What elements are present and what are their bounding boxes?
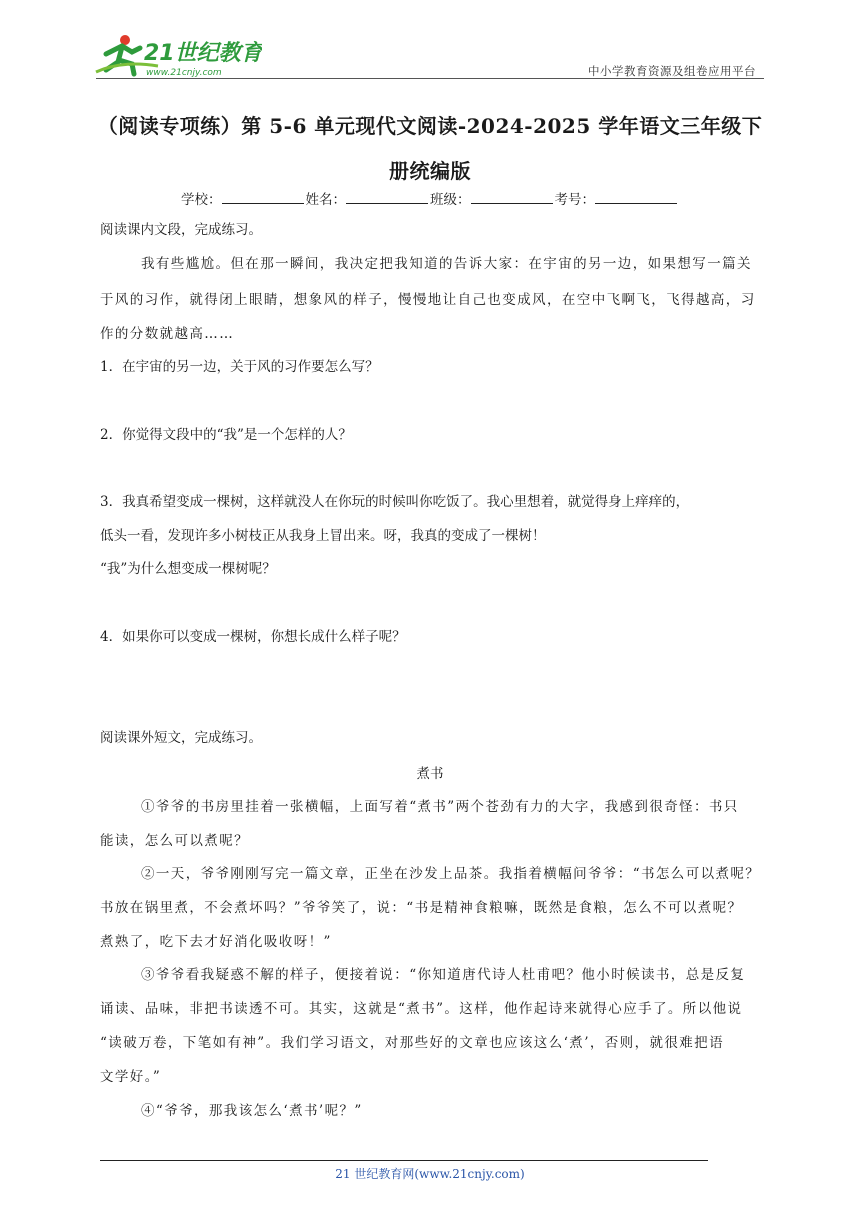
- logo-text: 21世纪教育: [144, 41, 262, 66]
- story-paragraph-line: “读破万卷，下笔如有神”。我们学习语文，对那些好的文章也应该这么‘煮’，否则，就很难把语: [100, 1035, 724, 1051]
- story-paragraph-line: ②一天，爷爷刚刚写完一篇文章，正坐在沙发上品茶。我指着横幅问爷爷：“书怎么可以煮呢？: [141, 866, 761, 882]
- student-info-row: [0, 188, 860, 208]
- story-paragraph-line: ④“爷爷，那我该怎么‘煮书’呢？”: [141, 1103, 363, 1119]
- question-3-passage-line: 低头一看，发现许多小树枝正从我身上冒出来。呀，我真的变成了一棵树！: [100, 528, 546, 544]
- story-paragraph-line: 诵读、品味，非把书读透不可。其实，这就是“煮书”。这样，他作起诗来就得心应手了。所以他说: [100, 1001, 743, 1017]
- header-divider: [96, 78, 764, 79]
- name-label: 姓名：: [305, 192, 346, 208]
- title-line-1: （阅读专项练）第 5-6 单元现代文阅读-2024-2025 学年语文三年级下: [97, 114, 763, 138]
- question-3-passage-line: 3．我真希望变成一棵树，这样就没人在你玩的时候叫你吃饭了。我心里想着，就觉得身上痒痒的，: [100, 494, 690, 510]
- passage-line: 我有些尴尬。但在那一瞬间，我决定把我知道的告诉大家：在宇宙的另一边，如果想写一篇关: [141, 256, 752, 272]
- story-paragraph-line: ①爷爷的书房里挂着一张横幅，上面写着“煮书”两个苍劲有力的大字，我感到很奇怪：书只: [141, 799, 739, 815]
- story-paragraph-line: 能读，怎么可以煮呢？: [100, 833, 249, 849]
- question-2: 2．你觉得文段中的“我”是一个怎样的人？: [100, 427, 352, 443]
- platform-name: 中小学教育资源及组卷应用平台: [588, 64, 756, 78]
- passage-line: 作的分数就越高……: [100, 326, 235, 342]
- story-paragraph-line: ③爷爷看我疑惑不解的样子，便接着说：“你知道唐代诗人杜甫吧？他小时候读书，总是反复: [141, 967, 746, 983]
- name-blank[interactable]: [346, 190, 428, 204]
- passage-line: 于风的习作，就得闭上眼睛，想象风的样子，慢慢地让自己也变成风，在空中飞啊飞，飞得越高，习: [100, 292, 756, 308]
- title-line-2: 册统编版: [389, 159, 471, 183]
- class-blank[interactable]: [471, 190, 553, 204]
- runner-logo-icon: [92, 30, 262, 80]
- class-label: 班级：: [430, 192, 471, 208]
- site-logo: [92, 30, 262, 80]
- story-paragraph-line: 煮熟了，吃下去才好消化吸收呀！”: [100, 934, 332, 950]
- exam-no-blank[interactable]: [595, 190, 677, 204]
- story-title: 煮书: [416, 766, 444, 782]
- school-label: 学校：: [181, 192, 222, 208]
- school-blank[interactable]: [222, 190, 304, 204]
- logo-url: www.21cnjy.com: [146, 68, 222, 78]
- footer-link[interactable]: 21 世纪教育网(www.21cnjy.com): [335, 1167, 525, 1181]
- question-3: “我”为什么想变成一棵树呢？: [100, 561, 276, 577]
- story-paragraph-line: 书放在锅里煮，不会煮坏吗？”爷爷笑了，说：“书是精神食粮嘛，既然是食粮，怎么不可以煮呢？: [100, 900, 743, 916]
- page-title: [96, 104, 764, 194]
- exam-no-label: 考号：: [554, 192, 595, 208]
- section1-instruction: 阅读课内文段，完成练习。: [100, 222, 262, 238]
- question-1: 1．在宇宙的另一边，关于风的习作要怎么写？: [100, 359, 379, 375]
- question-4: 4．如果你可以变成一棵树，你想长成什么样子呢？: [100, 629, 406, 645]
- section2-instruction: 阅读课外短文，完成练习。: [100, 730, 262, 746]
- footer-divider: [100, 1160, 708, 1161]
- story-paragraph-line: 文学好。”: [100, 1069, 162, 1085]
